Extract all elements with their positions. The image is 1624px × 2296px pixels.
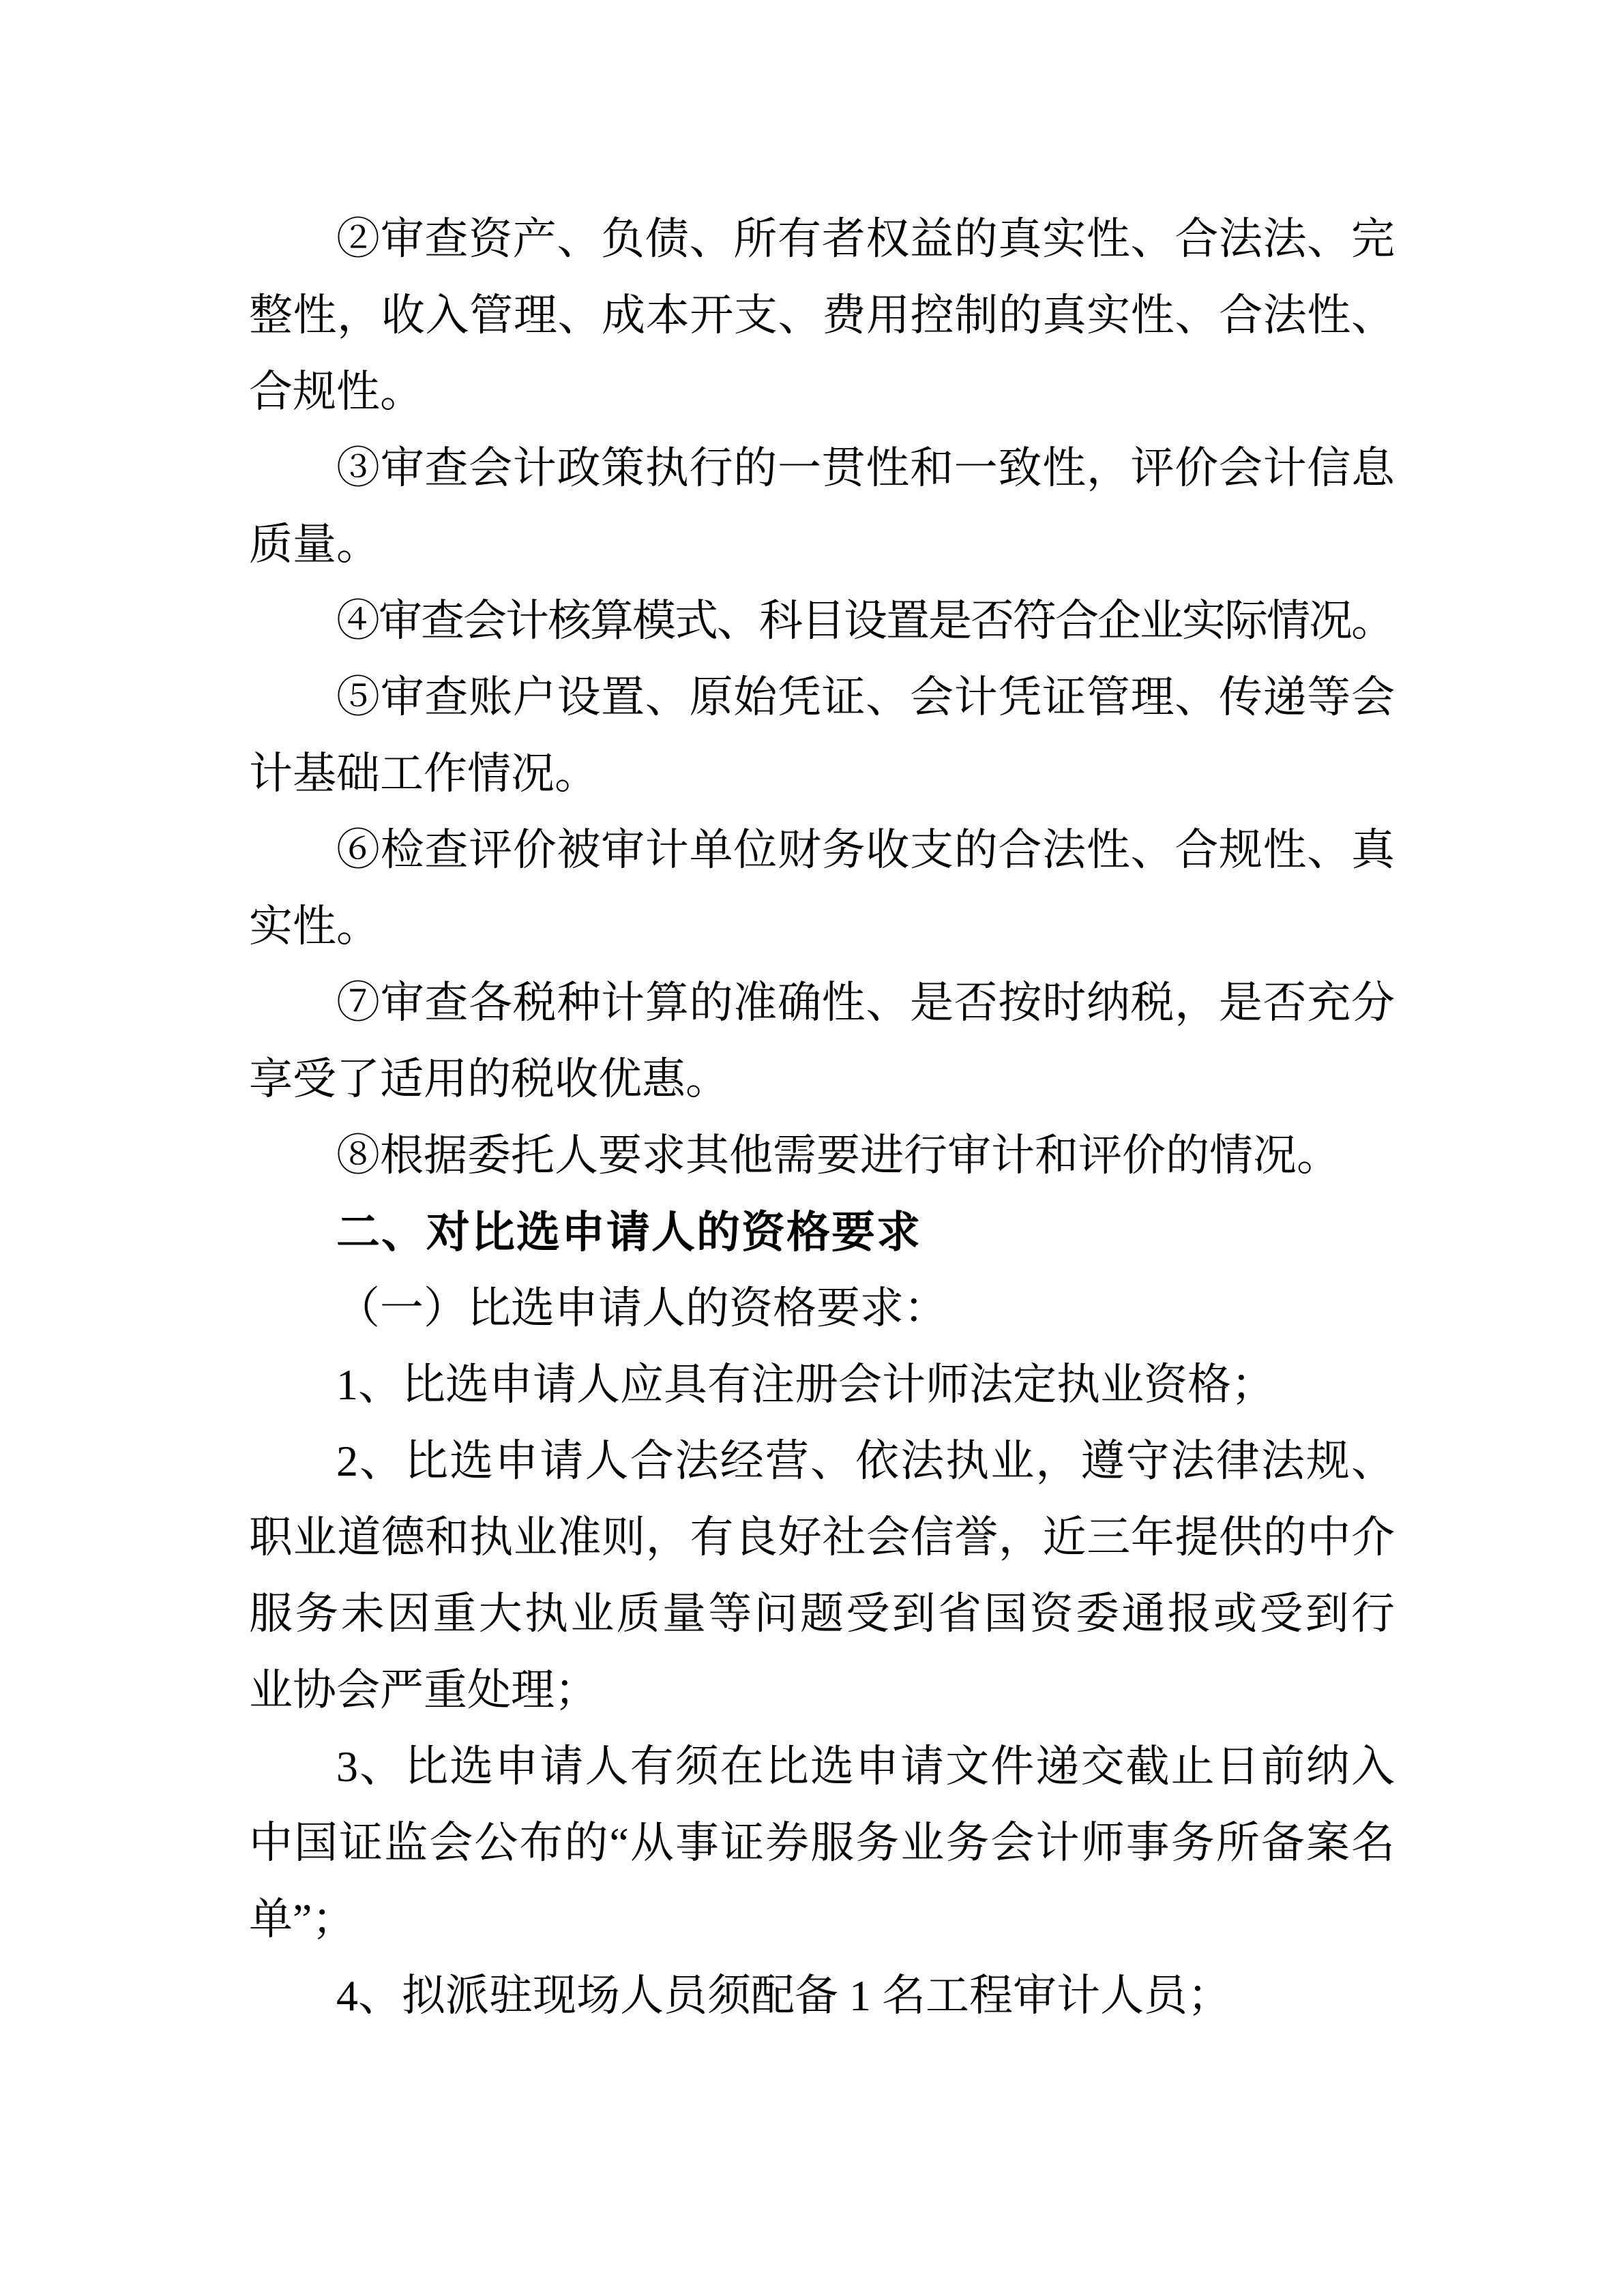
- doc-line: 质量。: [249, 520, 380, 569]
- doc-line: 业协会严重处理；: [249, 1666, 598, 1714]
- doc-line: 2、比选申请人合法经营、依法执业，遵守法律法规、: [336, 1437, 1395, 1485]
- doc-line: 职业道德和执业准则，有良好社会信誉，近三年提供的中介: [249, 1513, 1395, 1562]
- doc-line: 整性，收入管理、成本开支、费用控制的真实性、合法性、: [249, 291, 1395, 340]
- doc-line: ④审查会计核算模式、科目设置是否符合企业实际情况。: [336, 597, 1393, 645]
- doc-line: 服务未因重大执业质量等问题受到省国资委通报或受到行: [249, 1590, 1395, 1638]
- doc-line: 享受了适用的税收优惠。: [249, 1055, 729, 1103]
- doc-line: （一）比选申请人的资格要求：: [336, 1284, 947, 1332]
- doc-line: ③审查会计政策执行的一贯性和一致性，评价会计信息: [336, 444, 1395, 492]
- section-heading: 二、对比选申请人的资格要求: [336, 1208, 921, 1257]
- doc-line: 3、比选申请人有须在比选申请文件递交截止日前纳入: [336, 1742, 1395, 1791]
- doc-line: 计基础工作情况。: [249, 749, 598, 798]
- doc-line: 实性。: [249, 902, 380, 951]
- doc-line: 单”；: [249, 1895, 356, 1943]
- doc-line: ⑧根据委托人要求其他需要进行审计和评价的情况。: [336, 1131, 1340, 1180]
- doc-line: 1、比选申请人应具有注册会计师法定执业资格；: [336, 1360, 1275, 1409]
- doc-line: 合规性。: [249, 368, 424, 416]
- doc-line: ⑥检查评价被审计单位财务收支的合法性、合规性、真: [336, 826, 1395, 874]
- doc-line: ⑦审查各税种计算的准确性、是否按时纳税，是否充分: [336, 979, 1395, 1027]
- doc-line: 中国证监会公布的“从事证券服务业务会计师事务所备案名: [249, 1819, 1395, 1867]
- doc-line: ②审查资产、负债、所有者权益的真实性、合法法、完: [336, 215, 1395, 263]
- text-block: [249, 201, 1395, 2034]
- doc-line: ⑤审查账户设置、原始凭证、会计凭证管理、传递等会: [336, 673, 1395, 721]
- doc-line: 4、拟派驻现场人员须配备 1 名工程审计人员；: [336, 1971, 1231, 2020]
